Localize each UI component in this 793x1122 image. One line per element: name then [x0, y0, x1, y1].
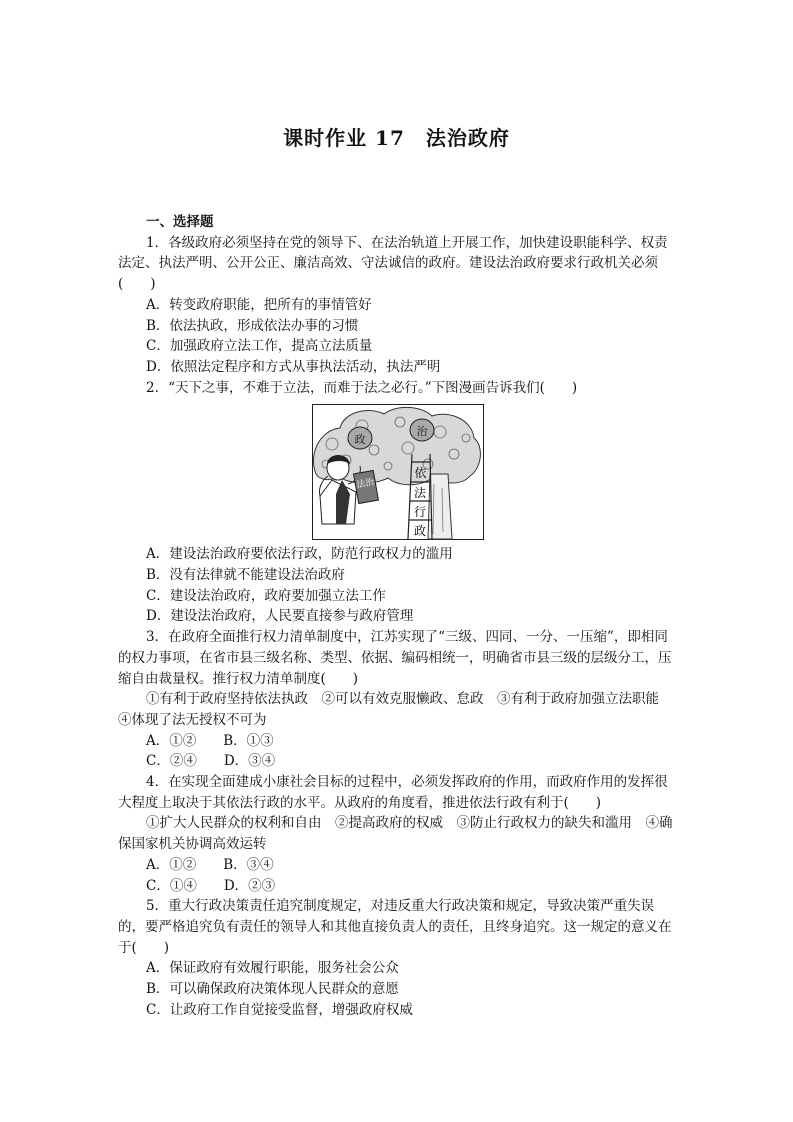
cartoon-figure: [118, 404, 678, 542]
q4-stem: 4．在实现全面建成小康社会目标的过程中，必须发挥政府的作用，而政府作用的发挥很大程度上取决于其依法行政的水平。从政府的角度看，推进依法行政有利于( ): [118, 774, 668, 811]
q3-stem: 3．在政府全面推行权力清单制度中，江苏实现了“三级、四同、一分、一压缩”，即相同的权力事项，在省市县三级名称、类型、依据、编码相统一，明确省市县三级的层级分工，压缩自由裁量权。推行权力清单制度( ): [118, 629, 672, 687]
ladder-char-4: 政: [413, 524, 427, 539]
q4-items: ①扩大人民群众的权利和自由 ②提高政府的权威 ③防止行政权力的缺失和滥用 ④确保国家机关协调高效运转: [118, 815, 673, 853]
q5-option-c: C．让政府工作自觉接受监督，增强政府权威: [146, 1001, 413, 1018]
q2-stem: 2．“天下之事，不难于立法，而难于法之必行。”下图漫画告诉我们( ): [146, 379, 578, 396]
q5-stem: 5．重大行政决策责任追究制度规定，对违反重大行政决策和规定，导致决策严重失误的，要严格追究负有责任的领导人和其他直接负责人的责任，且终身追究。这一规定的意义在于( ): [118, 898, 672, 956]
fruit-left-label: 政: [354, 433, 366, 447]
ladder-char-1: 依: [414, 466, 427, 481]
q2-option-a: A．建设法治政府要依法行政，防范行政权力的滥用: [146, 546, 453, 563]
q1-option-a: A．转变政府职能，把所有的事情管好: [146, 296, 372, 313]
q2-option-b: B．没有法律就不能建设法治政府: [146, 567, 345, 584]
q2-option-d: D．建设法治政府，人民要直接参与政府管理: [146, 608, 414, 625]
q3-options-cd: C．②④ D．③④: [146, 753, 276, 770]
ladder-char-2: 法: [413, 486, 427, 501]
q1-option-c: C．加强政府立法工作，提高立法质量: [146, 338, 373, 355]
q5-option-b: B．可以确保政府决策体现人民群众的意愿: [146, 981, 399, 998]
section-heading: 一、选择题: [146, 214, 214, 230]
q3-options-ab: A．①② B．①③: [146, 732, 274, 749]
q5-option-a: A．保证政府有效履行职能，服务社会公众: [146, 960, 399, 977]
q4-options-cd: C．①④ D．②③: [146, 877, 276, 894]
question-content: [118, 212, 678, 1021]
fruit-right-label: 治: [416, 425, 428, 439]
person-sign-label: 法治: [355, 477, 376, 491]
q1-option-b: B．依法执政，形成依法办事的习惯: [146, 317, 359, 334]
q3-items: ①有利于政府坚持依法执政 ②可以有效克服懒政、怠政 ③有利于政府加强立法职能 ④体现了法无授权不可为: [118, 691, 673, 728]
cartoon-illustration: [312, 404, 484, 540]
q4-options-ab: A．①② B．③④: [146, 856, 274, 873]
q2-option-c: C．建设法治政府，政府要加强立法工作: [146, 587, 386, 604]
ladder-char-3: 行: [413, 505, 427, 520]
q1-stem: 1．各级政府必须坚持在党的领导下、在法治轨道上开展工作，加快建设职能科学、权责法定、执法严明、公开公正、廉洁高效、守法诚信的政府。建设法治政府要求行政机关必须( ): [118, 234, 668, 293]
page-title: 课时作业 17 法治政府: [283, 126, 510, 150]
q1-option-d: D．依照法定程序和方式从事执法活动，执法严明: [146, 358, 441, 375]
